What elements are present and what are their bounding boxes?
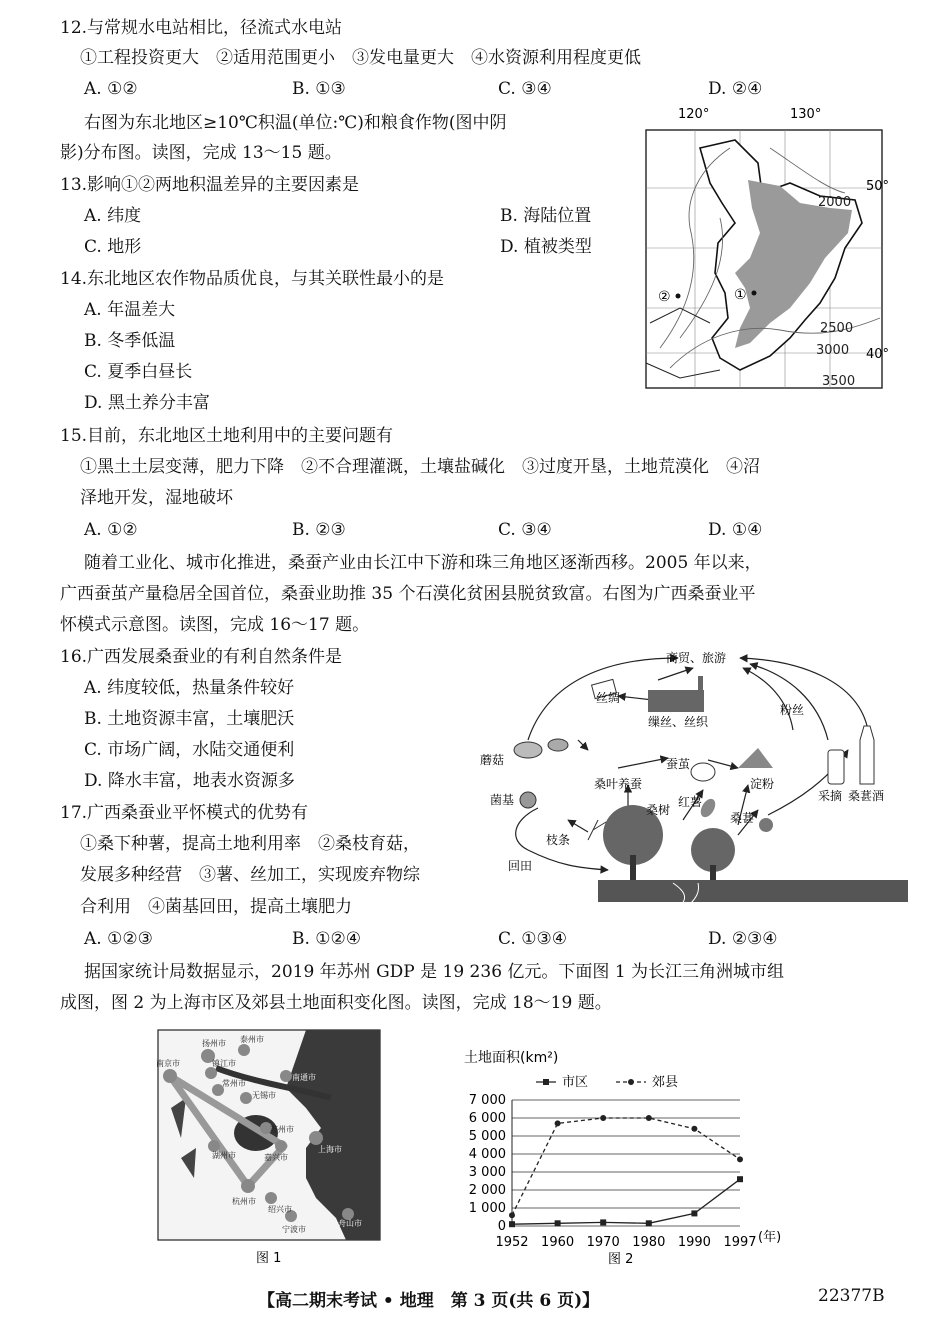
diagram-label: 桑树 <box>646 803 671 817</box>
x-tick-label: 1960 <box>541 1235 575 1250</box>
city-label: 南京市 <box>156 1059 180 1068</box>
city-label: 嘉兴市 <box>264 1153 288 1162</box>
data-point <box>509 1212 515 1218</box>
q17-option-b: B. ①②④ <box>292 929 362 949</box>
q13-option-c: C. 地形 <box>84 237 142 257</box>
data-point <box>737 1176 743 1182</box>
diagram-label: 枝条 <box>546 833 571 847</box>
x-tick-label: 1952 <box>495 1235 529 1250</box>
diagram-label: 采摘 <box>818 789 843 803</box>
y-tick-label: 4 000 <box>468 1147 506 1162</box>
q12-option-c: C. ③④ <box>498 79 552 99</box>
q14-option-c: C. 夏季白昼长 <box>84 362 193 382</box>
data-point <box>691 1210 697 1216</box>
city-label: 宁波市 <box>282 1225 306 1234</box>
q15-option-c: C. ③④ <box>498 520 552 540</box>
q14-stem: 14.东北地区农作物品质优良，与其关联性最小的是 <box>60 269 445 289</box>
q16-option-b: B. 土地资源丰富，土壤肥沃 <box>84 709 295 729</box>
isotherm-label: 2000 <box>818 195 852 210</box>
paper-code: 22377B <box>818 1286 885 1306</box>
diagram-label: 粉丝 <box>780 703 805 717</box>
q15-options-line2: 泽地开发，湿地破坏 <box>80 488 233 508</box>
q15-option-b: B. ②③ <box>292 520 346 540</box>
q12-option-a: A. ①② <box>84 79 138 99</box>
x-tick-label: 1997 <box>723 1235 757 1250</box>
q13-option-b: B. 海陆位置 <box>500 206 592 226</box>
data-point <box>600 1219 606 1225</box>
city-label: 镇江市 <box>212 1059 236 1068</box>
q13-stem: 13.影响①②两地积温差异的主要因素是 <box>60 175 360 195</box>
city-label: 无锡市 <box>252 1091 276 1100</box>
city-label: 泰州市 <box>240 1035 264 1044</box>
city-label: 湖州市 <box>212 1151 236 1160</box>
y-tick-label: 0 <box>497 1219 506 1234</box>
y-tick-label: 3 000 <box>468 1165 506 1180</box>
lat-label: 50° <box>866 179 890 194</box>
q15-option-a: A. ①② <box>84 520 138 540</box>
lon-label: 130° <box>790 108 822 122</box>
q16-option-a: A. 纬度较低，热量条件较好 <box>84 678 295 698</box>
q13-option-a: A. 纬度 <box>84 206 142 226</box>
q15-option-d: D. ①④ <box>708 520 763 540</box>
chart-xlabel: (年) <box>758 1230 782 1245</box>
yangtze-delta-city-map <box>156 1028 384 1268</box>
figure-caption: 图 1 <box>256 1251 282 1266</box>
legend-series-1: 市区 <box>562 1075 589 1090</box>
isotherm-label: 2500 <box>820 321 854 336</box>
city-label: 苏州市 <box>270 1125 294 1134</box>
city-label: 绍兴市 <box>268 1205 292 1214</box>
q17-options-line1: ①桑下种薯，提高土地利用率 ②桑枝育菇， <box>80 834 420 854</box>
city-label: 扬州市 <box>202 1039 226 1048</box>
q14-option-a: A. 年温差大 <box>84 300 176 320</box>
intro16-line1: 随着工业化、城市化推进，桑蚕产业由长江中下游和珠三角地区逐渐西移。2005 年以来， <box>84 553 762 573</box>
diagram-label: 丝绸 <box>596 691 621 705</box>
q15-options-line1: ①黑土土层变薄，肥力下降 ②不合理灌溉，土壤盐碱化 ③过度开垦，土地荒漠化 ④沼 <box>80 457 760 477</box>
q14-option-b: B. 冬季低温 <box>84 331 176 351</box>
diagram-label: 蘑菇 <box>480 753 505 767</box>
data-point <box>691 1126 697 1132</box>
diagram-label: 淀粉 <box>750 777 775 791</box>
diagram-label: 蚕茧 <box>666 757 691 771</box>
city-label: 上海市 <box>318 1145 342 1154</box>
q17-options-line3: 合利用 ④菌基回田，提高土壤肥力 <box>80 897 352 917</box>
figure-caption: 图 2 <box>608 1252 634 1267</box>
intro16-line3: 怀模式示意图。读图，完成 16～17 题。 <box>60 615 370 635</box>
y-tick-label: 7 000 <box>468 1093 506 1108</box>
q16-stem: 16.广西发展桑蚕业的有利自然条件是 <box>60 647 343 667</box>
data-point <box>646 1220 652 1226</box>
sericulture-mode-diagram <box>468 640 908 908</box>
diagram-label: 桑叶养蚕 <box>594 777 643 791</box>
series-line-1 <box>512 1179 740 1224</box>
intro18-line2: 成图，图 2 为上海市区及郊县土地面积变化图。读图，完成 18～19 题。 <box>60 993 612 1013</box>
q12-stem: 12.与常规水电站相比，径流式水电站 <box>60 18 343 38</box>
q12-option-d: D. ②④ <box>708 79 763 99</box>
y-tick-label: 1 000 <box>468 1201 506 1216</box>
q16-option-d: D. 降水丰富，地表水资源多 <box>84 771 295 791</box>
data-point <box>555 1120 561 1126</box>
diagram-label: 缫丝、丝织 <box>648 715 709 729</box>
y-tick-label: 5 000 <box>468 1129 506 1144</box>
data-point <box>509 1221 515 1227</box>
q12-option-b: B. ①③ <box>292 79 346 99</box>
q17-option-d: D. ②③④ <box>708 929 778 949</box>
city-label: 杭州市 <box>232 1197 256 1206</box>
diagram-label: 桑葚 <box>730 811 755 825</box>
isotherm-label: 3500 <box>822 374 856 389</box>
data-point <box>555 1220 561 1226</box>
data-point <box>737 1156 743 1162</box>
y-tick-label: 6 000 <box>468 1111 506 1126</box>
point-label: ② <box>658 289 671 305</box>
q16-option-c: C. 市场广阔，水陆交通便利 <box>84 740 295 760</box>
q17-stem: 17.广西桑蚕业平怀模式的优势有 <box>60 803 309 823</box>
northeast-china-map <box>640 108 890 393</box>
intro18-line1: 据国家统计局数据显示，2019 年苏州 GDP 是 19 236 亿元。下面图 1 为长江三角洲城市组 <box>84 962 785 982</box>
city-label: 舟山市 <box>338 1219 362 1228</box>
page-footer: 【高二期末考试 • 地理 第 3 页(共 6 页)】 <box>258 1291 600 1311</box>
diagram-label: 商贸、旅游 <box>666 651 727 665</box>
q13-option-d: D. 植被类型 <box>500 237 592 257</box>
intro13-line1: 右图为东北地区≥10℃积温(单位:℃)和粮食作物(图中阴 <box>84 113 507 133</box>
intro16-line2: 广西蚕茧产量稳居全国首位，桑蚕业助推 35 个石漠化贫困县脱贫致富。右图为广西桑蚕业平 <box>60 584 756 604</box>
intro13-line2: 影)分布图。读图，完成 13～15 题。 <box>60 143 342 163</box>
x-tick-label: 1980 <box>632 1235 666 1250</box>
series-line-2 <box>512 1118 740 1215</box>
q17-option-c: C. ①③④ <box>498 929 567 949</box>
diagram-label: 菌基 <box>490 793 515 807</box>
city-label: 常州市 <box>222 1079 246 1088</box>
q17-option-a: A. ①②③ <box>84 929 153 949</box>
diagram-label: 桑下种薯 <box>646 865 695 879</box>
x-tick-label: 1970 <box>586 1235 620 1250</box>
chart-ylabel: 土地面积(km²) <box>464 1050 559 1066</box>
data-point <box>646 1115 652 1121</box>
q15-stem: 15.目前，东北地区土地利用中的主要问题有 <box>60 426 394 446</box>
legend-series-2: 郊县 <box>652 1075 679 1090</box>
y-tick-label: 2 000 <box>468 1183 506 1198</box>
q12-options: ①工程投资更大 ②适用范围更小 ③发电量更大 ④水资源利用程度更低 <box>80 48 641 68</box>
q14-option-d: D. 黑土养分丰富 <box>84 393 210 413</box>
diagram-label: 桑葚酒 <box>848 789 885 803</box>
lon-label: 120° <box>678 108 710 122</box>
diagram-label: 回田 <box>508 859 533 873</box>
x-tick-label: 1990 <box>677 1235 711 1250</box>
data-point <box>600 1115 606 1121</box>
point-label: ① <box>734 287 747 303</box>
lat-label: 40° <box>866 347 890 362</box>
q17-options-line2: 发展多种经营 ③薯、丝加工，实现废弃物综 <box>80 865 420 885</box>
land-area-chart <box>458 1044 806 1272</box>
diagram-label: 红薯 <box>678 795 703 809</box>
isotherm-label: 3000 <box>816 343 850 358</box>
city-label: 南通市 <box>292 1073 316 1082</box>
